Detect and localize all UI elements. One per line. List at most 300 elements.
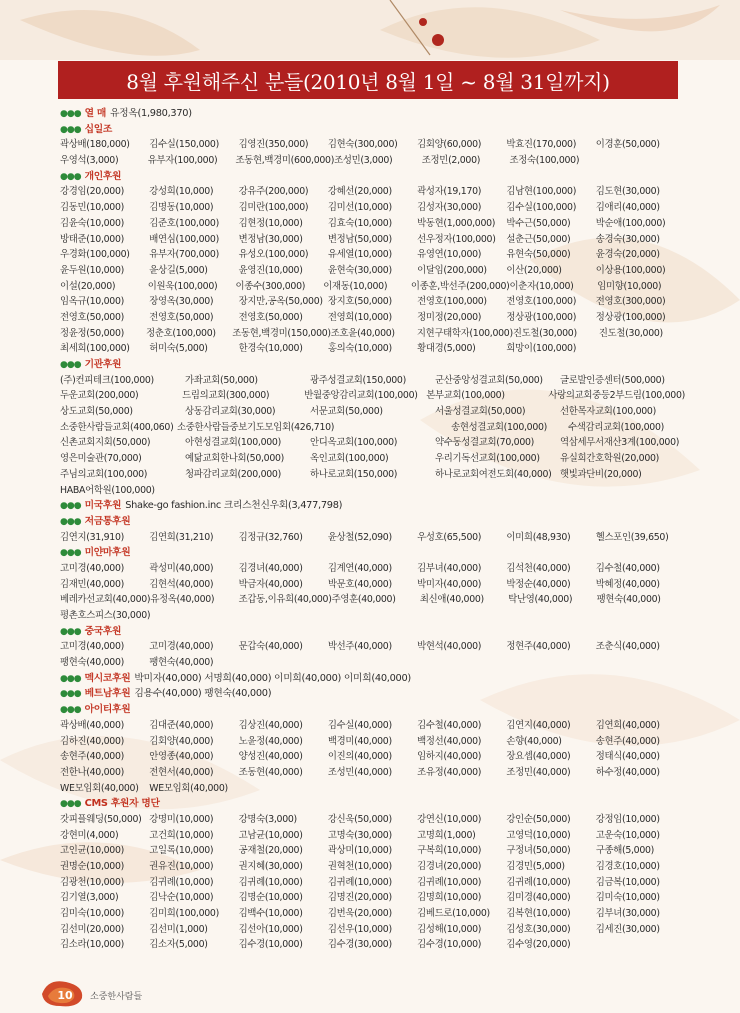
donor-entry: 고건희(10,000) (149, 829, 214, 841)
donor-entry: 구복희(10,000) (417, 845, 482, 857)
donor-row (60, 483, 685, 499)
donor-entry: 전영희(10,000) (327, 311, 392, 323)
section-title: CMS 후원자 명단 (84, 798, 160, 810)
donor-entry: 김귀례(10,000) (149, 876, 214, 888)
donor-entry: 김하진(40,000) (60, 735, 124, 747)
donor-entry: 고일록(10,000) (149, 845, 214, 857)
donor-entry: (주)컨피테크(100,000) (60, 374, 154, 386)
bullet-dots-icon: ●●● (60, 109, 81, 119)
donor-entry: 백정선(40,000) (417, 735, 482, 747)
donor-entry: 정미정(20,000) (417, 311, 482, 323)
donor-entry: 조동현,백경미(600,000) (235, 155, 335, 167)
donor-entry: 강명미(10,000) (149, 813, 214, 825)
section-heading (60, 357, 685, 373)
donor-entry: 정춘호(100,000) (146, 327, 216, 339)
donor-entry: 김수영(20,000) (506, 939, 571, 951)
donor-entry: 강신욱(50,000) (327, 813, 392, 825)
donor-entry: WE모임회(40,000) (149, 782, 228, 794)
bullet-dots-icon: ●●● (60, 673, 81, 684)
donor-entry: 김상진(40,000) (238, 719, 303, 731)
donor-entry (417, 655, 506, 671)
section-donors-inline: Shake-go fashion.inc 크리스천신우회(3,477,798) (125, 500, 343, 512)
donor-entry (597, 153, 685, 169)
bullet-dots-icon: ●●● (60, 516, 81, 527)
donor-entry: 강유주(200,000) (238, 186, 309, 198)
section-title: 열 매 (84, 108, 107, 119)
donor-entry: 홍의숙(10,000) (327, 343, 392, 355)
donor-entry (506, 655, 595, 671)
donor-row (60, 781, 685, 797)
donor-row (60, 184, 685, 200)
donor-entry: 조성민(3,000) (334, 155, 393, 167)
donor-entry: 장지만,공옥(50,000) (238, 296, 323, 308)
donor-entry: 임옥규(10,000) (60, 296, 124, 308)
donor-entry: 송현성결교회(100,000) (451, 421, 548, 433)
donor-entry: 김경녀(40,000) (238, 562, 303, 574)
section-title: 기관후원 (84, 359, 122, 370)
donor-entry: 김세진(30,000) (595, 923, 660, 935)
donor-entry: 고미경(40,000) (149, 641, 214, 653)
donor-entry: HABA어학원(100,000) (60, 484, 155, 496)
donor-entry: 김도현(30,000) (595, 186, 660, 198)
donor-entry: 박수근(50,000) (506, 217, 571, 229)
donor-entry: 고영덕(10,000) (506, 829, 571, 841)
donor-entry (328, 781, 417, 797)
donor-entry: 고명희(1,000) (417, 829, 476, 841)
donor-entry: 사랑의교회중등2부드림(100,000) (548, 390, 685, 402)
donor-entry: 전현서(40,000) (149, 766, 214, 778)
donor-entry: 박순애(100,000) (595, 217, 666, 229)
section-heading (60, 169, 685, 185)
donor-entry: 김수실(100,000) (506, 202, 577, 214)
section-heading (60, 702, 685, 718)
donor-entry (418, 608, 507, 624)
donor-entry: 한경숙(10,000) (238, 343, 303, 355)
donor-entry: 권유진(10,000) (149, 861, 214, 872)
donor-row (60, 310, 685, 326)
donor-row (60, 420, 685, 436)
donor-entry: 베레카선교회(40,000) (60, 594, 151, 606)
donor-entry: 김애리(40,000) (595, 202, 660, 214)
donor-entry: 김현석(40,000) (149, 578, 214, 590)
donor-entry: 박현석(40,000) (417, 641, 482, 653)
section-donors-inline: 박미자(40,000) 서명희(40,000) 이미희(40,000) 이미희(40,000) (134, 672, 411, 684)
donor-entry: 선한목자교회(100,000) (560, 406, 656, 418)
donor-entry: 유영연(10,000) (417, 249, 482, 261)
donor-entry: 김선우(10,000) (327, 923, 392, 935)
donor-row (60, 137, 685, 153)
donor-entry: 김선아(10,000) (238, 923, 303, 935)
donor-row (60, 263, 685, 279)
donor-entry: 진도철(30,000) (598, 327, 663, 339)
donor-entry: 주님의교회(100,000) (60, 468, 148, 480)
donor-entry: 팽현숙(40,000) (149, 657, 214, 669)
donor-entry: 김성호(30,000) (506, 923, 571, 935)
donor-entry: 김수경(30,000) (327, 939, 392, 951)
donor-entry: 김경민(5,000) (506, 861, 565, 872)
donor-entry: 김성자(30,000) (417, 202, 482, 214)
donor-entry: 장영옥(30,000) (149, 296, 214, 308)
donor-entry: 송현주(40,000) (595, 735, 660, 747)
donor-row (60, 216, 685, 232)
donor-entry: 김소라(10,000) (60, 939, 124, 951)
section-title: 아이티후원 (84, 704, 131, 716)
donor-row (60, 592, 685, 608)
donor-entry: 김미경(40,000) (506, 892, 571, 904)
donor-entry: 전영호(100,000) (506, 296, 577, 308)
donor-entry: 배연심(100,000) (149, 233, 219, 245)
donor-entry: 송현주(40,000) (60, 751, 124, 763)
donor-entry: 안영종(40,000) (149, 751, 214, 763)
donor-entry: 김베드로(10,000) (417, 908, 490, 920)
donor-entry (596, 937, 685, 953)
section-donors-inline: 유정옥(1,980,370) (110, 108, 192, 119)
donor-entry: 박효진(170,000) (506, 139, 577, 151)
donor-entry: 김귀례(10,000) (506, 876, 571, 888)
donor-entry: 정윤정(50,000) (60, 327, 124, 339)
donor-entry: 김재민(40,000) (60, 578, 124, 590)
donor-row (60, 577, 685, 593)
donor-entry: 드림의교회(300,000) (182, 390, 270, 402)
donor-entry: 김수실(150,000) (149, 139, 219, 151)
donor-entry: 최세희(100,000) (60, 343, 130, 355)
donor-entry: WE모임회(40,000) (60, 782, 139, 794)
section-title: 미국후원 (84, 500, 122, 512)
donor-entry: 정현주(40,000) (506, 641, 571, 653)
donor-entry (596, 608, 685, 624)
donor-entry: 이춘자(10,000) (509, 280, 574, 292)
donor-entry: 유성오(100,000) (238, 249, 309, 261)
donor-entry: 김소자(5,000) (149, 939, 208, 951)
donor-row (60, 875, 685, 891)
donor-entry: 주영훈(40,000) (331, 594, 396, 606)
section-heading (60, 624, 685, 640)
donor-entry: 햇빛과단비(20,000) (560, 468, 642, 480)
donor-entry: 본부교회(100,000) (426, 390, 505, 402)
donor-entry: 유부자(700,000) (149, 249, 219, 261)
donor-entry: 신촌교회지회(50,000) (60, 437, 151, 449)
page-number: 10 (57, 988, 73, 1002)
donor-entry: 김부녀(40,000) (417, 562, 482, 574)
donor-entry: 김회양(60,000) (417, 139, 482, 151)
donor-row (60, 922, 685, 938)
donor-entry: 공재철(20,000) (238, 845, 303, 857)
donor-entry: 변정남(50,000) (327, 233, 392, 245)
bullet-dots-icon: ●●● (60, 124, 81, 135)
donor-entry: 이상용(100,000) (595, 264, 666, 276)
donor-entry: 김윤숙(10,000) (60, 217, 124, 229)
donor-entry: 김수경(10,000) (238, 939, 303, 951)
donor-entry (435, 483, 560, 499)
donor-entry: 김연지(40,000) (506, 719, 571, 731)
donor-entry: 권지혜(30,000) (238, 861, 303, 872)
donor-entry: 조정민(2,000) (421, 155, 481, 167)
donor-entry: 상동감리교회(30,000) (185, 406, 276, 418)
donor-entry: 손향(40,000) (506, 735, 562, 747)
donor-entry: 김성해(10,000) (417, 923, 482, 935)
donor-row (60, 828, 685, 844)
donor-entry: 고명숙(30,000) (327, 829, 392, 841)
donor-entry: 전영호(300,000) (595, 296, 666, 308)
donor-row (60, 608, 685, 624)
donor-entry: 김연희(40,000) (595, 719, 660, 731)
donor-entry: 지현구태학자(100,000) (416, 327, 513, 339)
donor-entry: 김명동(10,000) (149, 202, 214, 214)
donor-entry: 김귀례(10,000) (417, 876, 482, 888)
donor-entry (596, 341, 685, 357)
donor-entry: 강혜선(20,000) (327, 186, 392, 198)
donor-entry: 김명희(10,000) (417, 892, 482, 904)
donor-entry: 송경숙(30,000) (595, 233, 660, 245)
donor-entry: 김귀례(10,000) (238, 876, 303, 888)
donor-row (60, 655, 685, 671)
donor-entry: 최신애(40,000) (419, 594, 484, 606)
donor-entry: 강성희(10,000) (149, 186, 214, 198)
donor-entry: 강명숙(3,000) (238, 813, 297, 825)
bullet-dots-icon: ●●● (60, 626, 81, 637)
donor-entry: 양성진(40,000) (238, 751, 303, 763)
section-title: 멕시코후원 (84, 672, 131, 684)
bullet-dots-icon: ●●● (60, 799, 81, 810)
donor-entry: 희망이(100,000) (506, 343, 577, 355)
donor-row (60, 467, 685, 483)
donor-entry: 우리기독선교회(100,000) (435, 453, 540, 465)
donor-entry: 상도교회(50,000) (60, 406, 133, 418)
donor-entry: 윤두원(10,000) (60, 264, 124, 276)
donor-entry: 군산중앙성결교회(50,000) (435, 374, 543, 386)
donor-entry (239, 608, 328, 624)
section-title: 베트남후원 (84, 688, 131, 700)
donor-entry: 이산(20,000) (506, 264, 562, 276)
bullet-dots-icon: ●●● (60, 705, 81, 716)
section-heading (60, 514, 685, 530)
donor-entry: 임미향(10,000) (597, 280, 662, 292)
donor-entry: 김남현(100,000) (506, 186, 577, 198)
donor-row (60, 530, 685, 546)
donor-entry: 전영호(50,000) (149, 311, 214, 323)
donor-entry (185, 483, 310, 499)
section-heading (60, 498, 685, 514)
donor-entry: 장요셉(40,000) (506, 751, 571, 763)
donor-entry: 김수철(40,000) (595, 562, 660, 574)
donor-entry: 김금복(10,000) (595, 876, 660, 888)
donor-entry: 김효숙(10,000) (327, 217, 392, 229)
donor-entry: 김낙순(10,000) (149, 892, 214, 904)
donor-entry: 가좌교회(50,000) (185, 374, 258, 386)
donor-entry: 권명순(10,000) (60, 861, 124, 872)
section-donors-inline: 김용수(40,000) 팽현숙(40,000) (134, 688, 272, 700)
section-title: 중국후원 (84, 625, 122, 637)
donor-entry: 선우정자(100,000) (417, 233, 496, 245)
donor-entry: 강경임(20,000) (60, 186, 124, 198)
donor-entry: 김회양(40,000) (149, 735, 214, 747)
donor-entry (328, 655, 417, 671)
donor-entry: 김준호(100,000) (149, 217, 219, 229)
donor-entry: 유정옥(40,000) (150, 594, 215, 606)
donor-entry: 영은미술관(70,000) (60, 453, 142, 465)
donor-entry: 헬스포인(39,650) (595, 531, 669, 543)
bullet-dots-icon: ●●● (60, 548, 81, 559)
donor-entry: 청파감리교회(200,000) (185, 468, 281, 480)
donor-entry: 평촌호스피스(30,000) (60, 610, 151, 621)
donor-entry: 김경녀(20,000) (417, 861, 482, 872)
donor-entry: 곽상배(180,000) (60, 139, 130, 151)
donor-entry (329, 608, 418, 624)
donor-entry: 임하지(40,000) (417, 751, 482, 763)
donor-entry (150, 608, 239, 624)
donor-entry: 곽성미(40,000) (149, 562, 214, 574)
section-heading (60, 106, 685, 122)
donor-entry: 곽상배(40,000) (60, 719, 124, 731)
donor-entry: 박동현(1,000,000) (417, 217, 496, 229)
donor-entry: 하수정(40,000) (595, 766, 660, 778)
donor-entry: 서문교회(50,000) (310, 406, 383, 418)
donor-row (60, 232, 685, 248)
donor-entry: 곽성자(19,170) (417, 186, 482, 198)
donor-entry: 고인균(10,000) (60, 845, 124, 857)
donor-entry: 전영호(50,000) (60, 311, 124, 323)
donor-entry: 이경훈(50,000) (595, 139, 660, 151)
donor-entry: 약수동성결교회(70,000) (435, 437, 535, 449)
donor-entry: 김선미(1,000) (149, 923, 208, 935)
donor-entry (507, 608, 596, 624)
donor-row (60, 639, 685, 655)
donor-entry: 우영석(3,000) (60, 155, 119, 167)
donor-entry: 유세열(10,000) (327, 249, 392, 261)
donor-row (60, 890, 685, 906)
donor-row (60, 341, 685, 357)
donor-entry: 김동민(10,000) (60, 202, 124, 214)
donor-entry: 김미희(100,000) (149, 908, 219, 920)
donor-entry: 예닮교회한나회(50,000) (185, 453, 285, 465)
donor-entry: 아현성결교회(100,000) (185, 437, 281, 449)
page-title: 8월 후원해주신 분들(2010년 8월 1일 ~ 8월 31일까지) (58, 61, 678, 99)
donor-entry (506, 781, 595, 797)
donor-row (60, 859, 685, 875)
donor-entry: 이종훈,박선주(200,000) (410, 280, 510, 292)
section-heading (60, 671, 685, 687)
donor-entry (334, 420, 451, 436)
donor-entry: 권혁천(10,000) (327, 861, 392, 872)
donor-entry: 반월중앙감리교회(100,000) (304, 390, 418, 402)
donor-entry (596, 781, 685, 797)
donor-entry: 고남균(10,000) (238, 829, 303, 841)
section-heading (60, 122, 685, 138)
donor-entry: 소중한사람들교회(400,060) (60, 421, 174, 433)
donor-entry: 전한나(40,000) (60, 766, 124, 778)
donor-entry: 탁난영(40,000) (508, 594, 573, 606)
donor-entry: 박금자(40,000) (238, 578, 303, 590)
donor-entry: 광주성결교회(150,000) (310, 374, 406, 386)
donor-entry: 곽상미(10,000) (327, 845, 392, 857)
donor-entry: 고미경(40,000) (60, 641, 124, 653)
donor-entry: 이미희(48,930) (506, 531, 571, 543)
donor-entry: 이종수(300,000) (235, 280, 306, 292)
section-heading (60, 796, 685, 812)
donor-entry: 김복현(10,000) (506, 908, 571, 920)
donor-row (60, 200, 685, 216)
donor-entry: 옥인교회(100,000) (310, 453, 389, 465)
donor-entry: 김명진(20,000) (327, 892, 392, 904)
donor-entry: 구정녀(50,000) (506, 845, 571, 857)
section-title: 미얀마후원 (84, 547, 131, 559)
donor-entry: 김연희(31,210) (149, 531, 214, 543)
donor-entry: 정상광(100,000) (595, 311, 666, 323)
donor-entry: 전영호(50,000) (238, 311, 303, 323)
donor-entry: 정상광(100,000) (506, 311, 577, 323)
donor-entry: 이설(20,000) (60, 280, 116, 292)
donor-entry: 하나로교회여전도회(40,000) (435, 468, 552, 480)
donor-entry: 이원욱(100,000) (147, 280, 218, 292)
donor-list (60, 106, 685, 953)
donor-entry: 박혜정(40,000) (595, 578, 660, 590)
donor-entry: 김귀례(10,000) (327, 876, 392, 888)
donor-entry: 조정민(40,000) (506, 766, 571, 778)
donor-row (60, 749, 685, 765)
donor-entry: 김영진(350,000) (238, 139, 309, 151)
donor-entry: 박선주(40,000) (327, 641, 392, 653)
donor-entry: 진도철(30,000) (512, 327, 577, 339)
donor-entry (417, 781, 506, 797)
donor-row (60, 765, 685, 781)
donor-row (60, 294, 685, 310)
donor-row (60, 906, 685, 922)
donor-entry: 윤상길(5,000) (149, 264, 208, 276)
donor-entry: 허미숙(5,000) (149, 343, 208, 355)
donor-entry: 팽현숙(40,000) (60, 657, 124, 669)
donor-entry: 김명순(10,000) (238, 892, 303, 904)
donor-entry: 강연신(10,000) (417, 813, 482, 825)
donor-entry: 서울성결교회(50,000) (435, 406, 526, 418)
donor-entry (239, 781, 328, 797)
donor-entry: 유실희간호학원(20,000) (560, 453, 660, 465)
donor-entry: 조동현(40,000) (238, 766, 303, 778)
donor-entry: 김광천(10,000) (60, 876, 124, 888)
donor-entry: 김미숙(10,000) (60, 908, 124, 920)
bullet-dots-icon: ●●● (60, 501, 81, 512)
section-title: 십일조 (84, 123, 113, 135)
donor-entry: 유현숙(50,000) (506, 249, 571, 261)
donor-entry: 설춘근(50,000) (506, 233, 571, 245)
donor-entry: 김수실(40,000) (327, 719, 392, 731)
donor-entry: 문갑숙(40,000) (238, 641, 303, 653)
donor-entry: 이달임(200,000) (417, 264, 487, 276)
donor-row (60, 279, 685, 295)
donor-entry: 김수경(10,000) (417, 939, 482, 951)
donor-entry: 소중한사람들중보기도모임회(426,710) (176, 421, 335, 433)
donor-entry: 전영호(100,000) (417, 296, 487, 308)
donor-entry: 조성민(40,000) (327, 766, 392, 778)
donor-entry: 방태준(10,000) (60, 233, 124, 245)
donor-entry: 이재동(10,000) (323, 280, 388, 292)
donor-entry: 조유정(40,000) (417, 766, 482, 778)
publication-name: 소중한사람들 (90, 992, 143, 1002)
bullet-dots-icon: ●●● (60, 689, 81, 700)
donor-entry: 안디옥교회(100,000) (310, 437, 398, 449)
donor-entry: 김현정(10,000) (238, 217, 303, 229)
donor-entry: 우성호(65,500) (417, 531, 482, 543)
donor-entry: 유부자(100,000) (147, 155, 218, 167)
donor-entry: 김정규(32,760) (238, 531, 303, 543)
donor-entry: 김석천(40,000) (506, 562, 571, 574)
donor-entry: 김경호(10,000) (595, 861, 660, 872)
section-title: 개인후원 (84, 170, 122, 182)
donor-entry: 조춘식(40,000) (595, 641, 660, 653)
donor-row (60, 435, 685, 451)
donor-entry: 김현숙(300,000) (327, 139, 398, 151)
donor-entry: 갓피플웨딩(50,000) (60, 813, 142, 825)
donor-entry: 박정순(40,000) (506, 578, 571, 590)
